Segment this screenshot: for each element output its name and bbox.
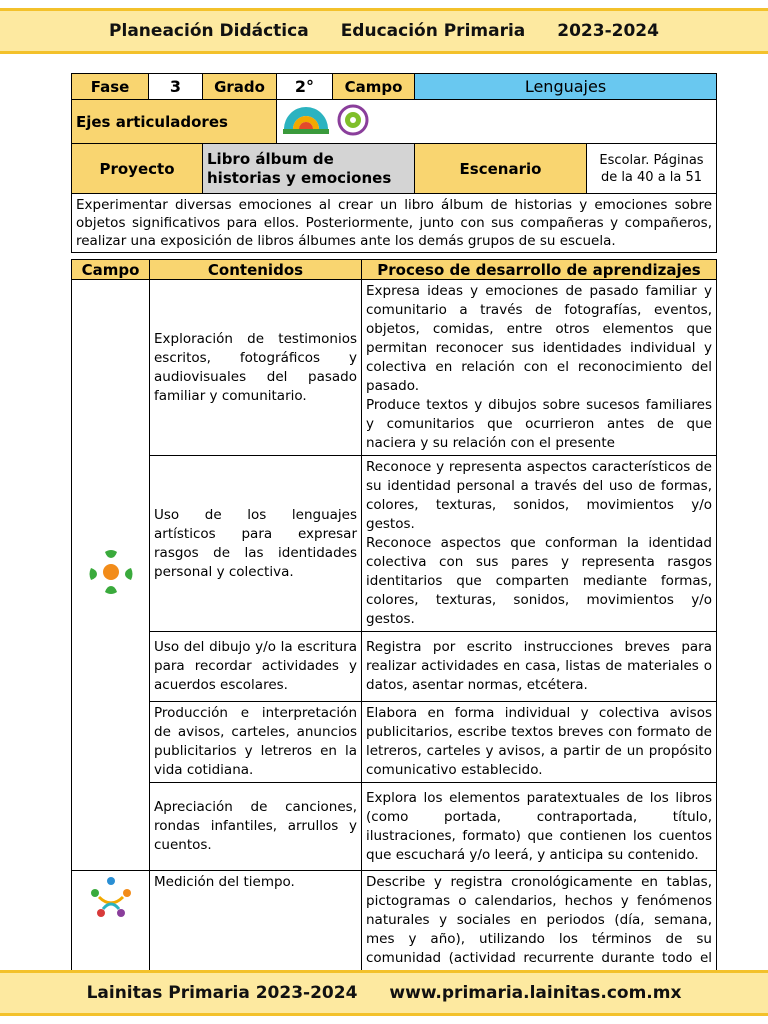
proceso-cell: Reconoce y representa aspectos característicos de su identidad personal a través del uso de formas, colores, texturas, sonidos, movimientos y/o gestos. Reconoce aspectos que conforman la identidad colectiva con sus pares y representa rasgos identitarios que comparten mediante formas, colores, texturas, sonidos, movimientos y/o gestos. (362, 456, 717, 632)
footer-banner (0, 970, 768, 1016)
saberes-campo-icon (87, 875, 135, 929)
proyecto-value: Libro álbum de historias y emociones (203, 144, 415, 194)
header-proceso: Proceso de desarrollo de aprendizajes (362, 260, 717, 280)
interculturalidad-icon (336, 103, 370, 141)
table-row (72, 632, 717, 702)
contenido-cell: Apreciación de canciones, rondas infantiles, arrullos y cuentos. (150, 783, 362, 871)
proceso-cell: Registra por escrito instrucciones breves para realizar actividades en casa, listas de materiales o datos, asentar normas, etcétera. (362, 632, 717, 702)
ejes-label (72, 100, 277, 144)
footer-brand: Lainitas Primaria 2023-2024 (86, 983, 358, 1003)
school-year: 2023-2024 (557, 21, 659, 41)
proceso-cell: Describe y registra cronológicamente en tablas, pictogramas o calendarios, hechos y fenómenos naturales y sociales en periodos (día, semana, mes y año), utilizando los términos de su comunidad (actividad recurrente durante todo el (362, 871, 717, 990)
campo-label: Campo (333, 74, 415, 100)
header-banner (0, 8, 768, 54)
education-level: Educación Primaria (340, 21, 526, 41)
document-title: Planeación Didáctica (109, 21, 309, 41)
ejes-label-text: Ejes articuladores (76, 112, 228, 131)
campo-value: Lenguajes (415, 74, 717, 100)
footer-url: www.primaria.lainitas.com.mx (389, 983, 682, 1003)
project-description: Experimentar diversas emociones al crear un libro álbum de historias y emociones sobre objetos significativos para ellos. Posteriormente, junto con sus compañeras y compañeros, realizar una exposición de libros álbumes ante los demás grupos de su escuela. (72, 194, 717, 253)
fase-value: 3 (149, 74, 203, 100)
contenido-cell: Uso de los lenguajes artísticos para expresar rasgos de las identidades personal y colectiva. (150, 456, 362, 632)
contenido-cell: Producción e interpretación de avisos, carteles, anuncios publicitarios y letreros en la vida cotidiana. (150, 702, 362, 783)
escenario-value: Escolar. Páginas de la 40 a la 51 (587, 144, 717, 194)
table-row (72, 456, 717, 632)
table-row (72, 280, 717, 456)
grado-value: 2° (277, 74, 333, 100)
campo-cell-lenguajes (72, 280, 150, 871)
contenido-cell: Medición del tiempo. (150, 871, 362, 990)
fase-label: Fase (72, 74, 149, 100)
proceso-cell: Elabora en forma individual y colectiva avisos publicitarios, escribe textos breves con formato de letreros, carteles y avisos, a partir de un propósito comunicativo establecido. (362, 702, 717, 783)
proyecto-label: Proyecto (72, 144, 203, 194)
contenido-cell: Uso del dibujo y/o la escritura para recordar actividades y acuerdos escolares. (150, 632, 362, 702)
inclusion-icon (281, 103, 331, 141)
header-contenidos: Contenidos (150, 260, 362, 280)
info-table (71, 73, 717, 253)
lenguajes-campo-icon (87, 546, 135, 604)
contenido-cell: Exploración de testimonios escritos, fotográficos y audiovisuales del pasado familiar y comunitario. (150, 280, 362, 456)
proceso-cell: Explora los elementos paratextuales de los libros (como portada, contraportada, título, ilustraciones, formato) que contienen los cuentos que escuchará y/o leerá, y anticipa su contenido. (362, 783, 717, 871)
table-row (72, 702, 717, 783)
grado-label: Grado (203, 74, 277, 100)
proceso-cell: Expresa ideas y emociones de pasado familiar y comunitario a través de fotografías, eventos, objetos, comidas, entre otros elementos que permitan reconocer sus identidades individual y colectiva en relación con el reconocimiento del pasado. Produce textos y dibujos sobre sucesos familiares y comunitarios que ocurrieron antes de que naciera y su relación con el presente (362, 280, 717, 456)
escenario-label: Escenario (415, 144, 587, 194)
ejes-icons (277, 100, 717, 144)
content-table (71, 259, 717, 990)
header-campo: Campo (72, 260, 150, 280)
table-row (72, 783, 717, 871)
